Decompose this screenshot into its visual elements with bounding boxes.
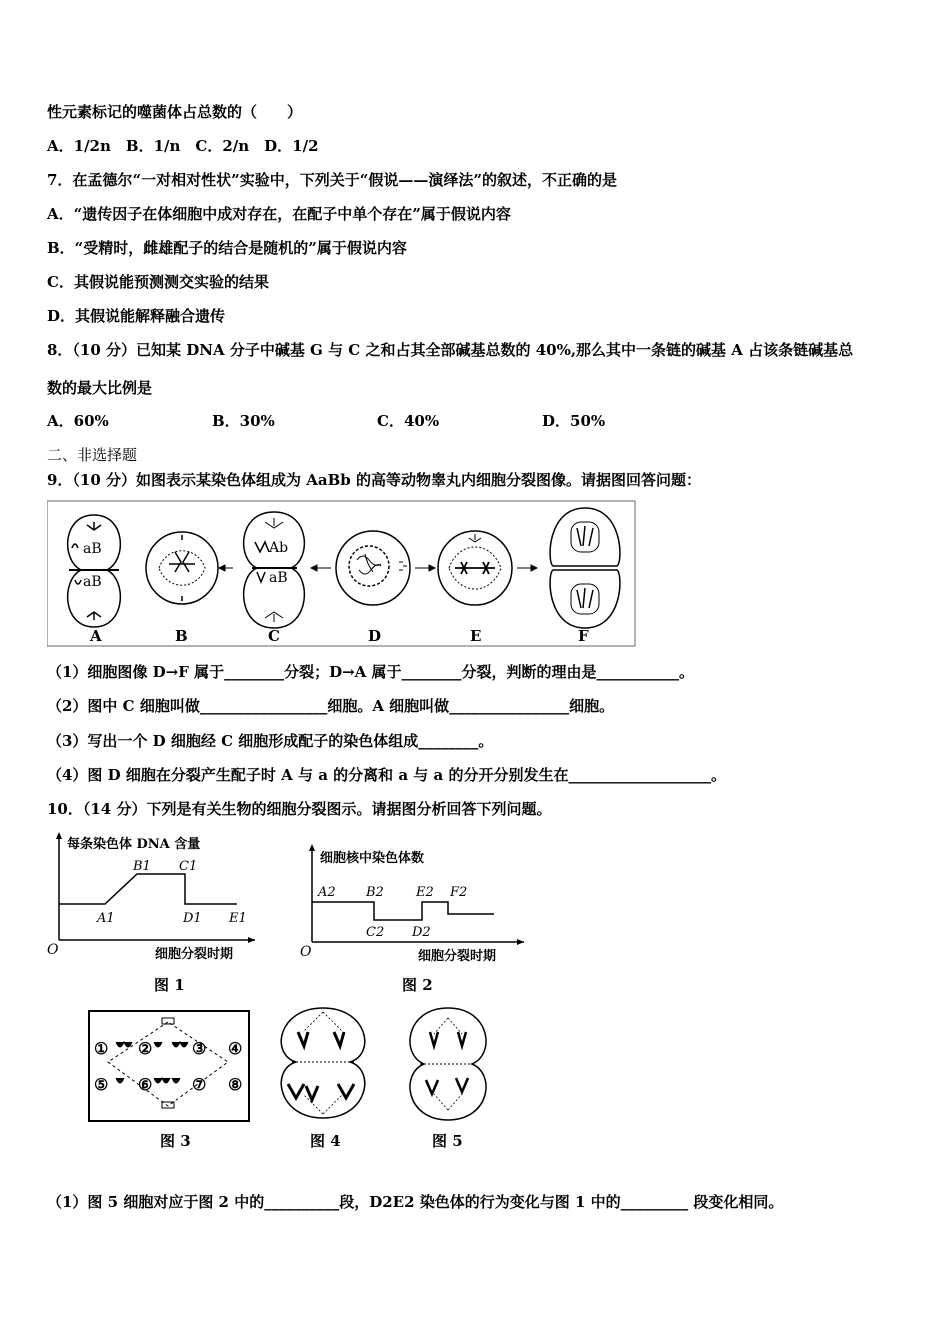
fig1-point-e1: E1	[229, 911, 247, 926]
cell-a-bottom-text: aB	[83, 574, 102, 590]
figure-4-cell	[268, 1004, 378, 1122]
option-8d: D．50%	[542, 412, 606, 430]
options-8	[47, 411, 605, 431]
fig1-origin: O	[47, 942, 59, 958]
fig3-num-5: ⑤	[94, 1075, 109, 1094]
label-d: D	[368, 627, 382, 645]
cell-d	[336, 531, 410, 605]
question-10: 10．（14 分）下列是有关生物的细胞分裂图示。请据图分析回答下列问题。	[47, 800, 552, 818]
option-7d: D．其假说能解释融合遗传	[47, 307, 226, 325]
arrow-d-to-e	[415, 565, 435, 571]
arrow-c-to-b	[219, 565, 233, 571]
fig1-point-a1: A1	[97, 911, 115, 926]
figure-2-graph	[298, 842, 534, 970]
cell-a	[68, 515, 121, 627]
fig1-curve	[59, 874, 237, 904]
fig1-point-d1: D1	[183, 911, 202, 926]
fig2-ylabel: 细胞核中染色体数	[320, 851, 425, 866]
question-9-4: （4）图 D 细胞在分裂产生配子时 A 与 a 的分离和 a 与 a 的分开分别发生在___________________。	[47, 766, 726, 784]
fig3-num-7: ⑦	[192, 1075, 207, 1094]
fig3-num-4: ④	[228, 1039, 243, 1058]
fig3-caption: 图 3	[160, 1132, 191, 1150]
option-8b: B．30%	[212, 412, 275, 430]
option-8a: A．60%	[47, 412, 109, 430]
fig1-point-c1: C1	[179, 859, 198, 874]
question-9-1: （1）细胞图像 D→F 属于________分裂；D→A 属于________分裂，判断的理由是___________。	[47, 663, 695, 681]
question-9-2: （2）图中 C 细胞叫做_________________细胞。A 细胞叫做________________细胞。	[47, 697, 615, 715]
fig1-caption: 图 1	[154, 976, 185, 994]
fig2-xlabel: 细胞分裂时期	[418, 949, 497, 964]
fig5-caption: 图 5	[432, 1132, 463, 1150]
cell-c-top-text: Ab	[269, 540, 289, 556]
fig2-origin: O	[300, 944, 312, 960]
label-a: A	[90, 627, 102, 645]
figure-9-frame	[47, 501, 635, 646]
option-7c: C．其假说能预测测交实验的结果	[47, 273, 269, 291]
arrow-e-to-f	[517, 565, 537, 571]
figure-9-cells	[47, 500, 637, 648]
fig4-caption: 图 4	[310, 1132, 341, 1150]
question-7: 7．在孟德尔“一对相对性状”实验中，下列关于“假说——演绎法”的叙述，不正确的是	[47, 171, 617, 189]
fig3-num-6: ⑥	[138, 1075, 153, 1094]
fig2-point-a2: A2	[318, 885, 336, 900]
fig2-point-d2: D2	[412, 925, 431, 940]
question-9: 9．（10 分）如图表示某染色体组成为 AaBb 的高等动物睾丸内细胞分裂图像。请据图回答问题：	[47, 471, 702, 489]
option-8c: C．40%	[377, 412, 440, 430]
fig3-num-8: ⑧	[228, 1075, 243, 1094]
text-line-2: A．1/2n B．1/n C．2/n D．1/2	[47, 137, 319, 155]
question-8-cont: 数的最大比例是	[47, 379, 153, 397]
cell-b	[146, 532, 218, 604]
fig1-point-b1: B1	[133, 859, 151, 874]
cell-f	[550, 508, 620, 628]
figure-5-cell	[398, 1004, 498, 1124]
cell-e	[438, 531, 512, 605]
cell-a-top-text: aB	[83, 541, 102, 557]
label-f: F	[578, 627, 589, 645]
fig1-ylabel: 每条染色体 DNA 含量	[67, 837, 201, 852]
question-8: 8．（10 分）已知某 DNA 分子中碱基 G 与 C 之和占其全部碱基总数的 40%,那么其中一条链的碱基 A 占该条链碱基总	[47, 341, 854, 359]
fig1-xlabel: 细胞分裂时期	[155, 947, 234, 962]
cell-c	[244, 512, 305, 628]
question-9-3: （3）写出一个 D 细胞经 C 细胞形成配子的染色体组成________。	[47, 732, 494, 750]
fig2-point-c2: C2	[366, 925, 385, 940]
fig2-caption: 图 2	[402, 976, 433, 994]
cell-c-bottom-text: aB	[269, 570, 288, 586]
section-heading: 二、非选择题	[47, 446, 138, 464]
text-line-1: 性元素标记的噬菌体占总数的（ ）	[47, 103, 303, 121]
option-7b: B．“受精时，雌雄配子的结合是随机的”属于假说内容	[47, 239, 407, 257]
fig2-point-f2: F2	[450, 885, 468, 900]
figure-3-cell	[88, 1010, 250, 1122]
fig2-curve	[312, 902, 494, 920]
label-e: E	[470, 627, 482, 645]
figure-1-graph	[45, 828, 265, 968]
label-b: B	[175, 627, 188, 645]
fig3-num-1: ①	[94, 1039, 109, 1058]
fig2-point-b2: B2	[366, 885, 384, 900]
option-7a: A．“遗传因子在体细胞中成对存在，在配子中单个存在”属于假说内容	[47, 205, 511, 223]
fig3-num-2: ②	[138, 1039, 153, 1058]
fig3-num-3: ③	[192, 1039, 207, 1058]
arrow-d-to-c	[311, 565, 331, 571]
fig2-point-e2: E2	[416, 885, 434, 900]
label-c: C	[268, 627, 280, 645]
question-10-1: （1）图 5 细胞对应于图 2 中的__________段，D2E2 染色体的行为变化与图 1 中的_________ 段变化相同。	[47, 1193, 784, 1211]
